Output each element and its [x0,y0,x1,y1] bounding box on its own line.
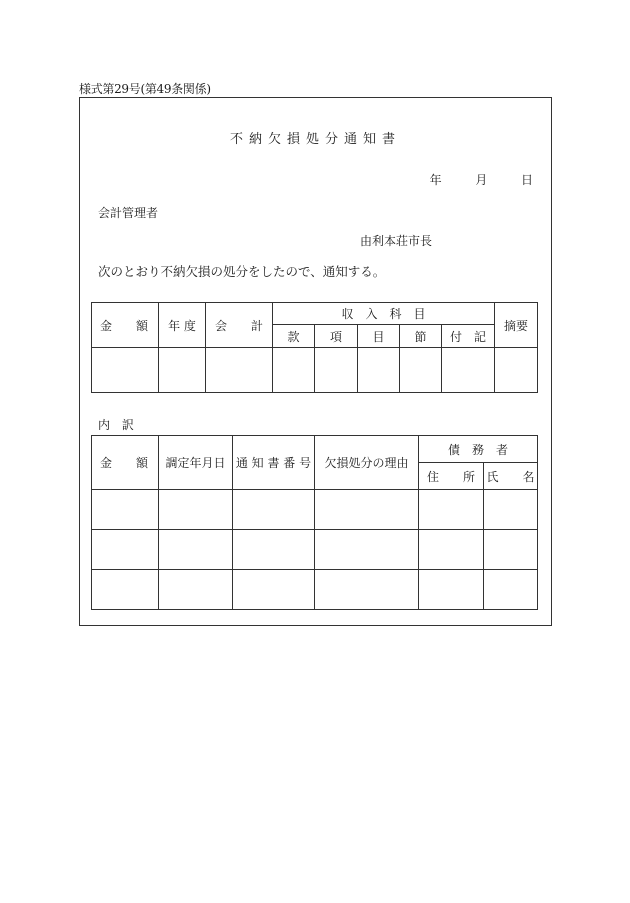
date-line [430,171,533,188]
cell-notice-number[interactable] [233,530,315,570]
cell-setsu[interactable] [400,348,442,393]
cell-name[interactable] [484,570,538,610]
cell-amount[interactable] [92,530,159,570]
cell-address[interactable] [419,530,484,570]
cell-amount[interactable] [92,490,159,530]
addressee: 会計管理者 [98,206,159,220]
breakdown-table [91,435,538,610]
cell-kou[interactable] [315,348,358,393]
header-amount: 金 額 [92,303,159,348]
date-year-label: 年 [429,173,442,187]
table-row [92,570,538,610]
cell-assessment-date[interactable] [159,530,233,570]
cell-assessment-date[interactable] [159,570,233,610]
date-day-label: 日 [520,173,533,187]
header-setsu: 節 [400,325,442,348]
table-row [92,530,538,570]
header-fiscal-year: 年 度 [159,303,206,348]
cell-address[interactable] [419,490,484,530]
cell-kan[interactable] [273,348,315,393]
cell-moku[interactable] [358,348,400,393]
notice-text: 次のとおり不納欠損の処分をしたので、通知する。 [98,264,386,279]
cell-remarks[interactable] [495,348,538,393]
cell-notice-number[interactable] [233,570,315,610]
cell-name[interactable] [484,530,538,570]
header-assessment-date: 調定年月日 [159,436,233,490]
header-notice-number: 通 知 書 番 号 [233,436,315,490]
sender: 由利本荘市長 [360,234,433,248]
header-kan: 款 [273,325,315,348]
cell-reason[interactable] [315,570,419,610]
breakdown-label: 内 訳 [98,418,138,432]
header-amount-2: 金 額 [92,436,159,490]
cell-amount[interactable] [92,570,159,610]
cell-reason[interactable] [315,490,419,530]
header-name: 氏 名 [484,463,538,490]
header-moku: 目 [358,325,400,348]
document-title: 不納欠損処分通知書 [229,132,401,147]
cell-assessment-date[interactable] [159,490,233,530]
header-fuki: 付 記 [442,325,495,348]
write-off-table [91,302,538,393]
cell-reason[interactable] [315,530,419,570]
cell-fuki[interactable] [442,348,495,393]
header-account: 会 計 [206,303,273,348]
cell-name[interactable] [484,490,538,530]
table-row [92,490,538,530]
header-remarks: 摘要 [495,303,538,348]
form-number: 様式第29号(第49条関係) [79,82,211,96]
header-revenue-subjects: 収 入 科 目 [273,303,495,325]
date-month-label: 月 [475,173,488,187]
cell-amount[interactable] [92,348,159,393]
cell-notice-number[interactable] [233,490,315,530]
header-reason: 欠損処分の理由 [315,436,419,490]
cell-account[interactable] [206,348,273,393]
cell-fiscal-year[interactable] [159,348,206,393]
header-debtor: 債 務 者 [419,436,538,463]
table-row [92,348,538,393]
cell-address[interactable] [419,570,484,610]
header-kou: 項 [315,325,358,348]
header-address: 住 所 [419,463,484,490]
document-frame [79,97,552,626]
